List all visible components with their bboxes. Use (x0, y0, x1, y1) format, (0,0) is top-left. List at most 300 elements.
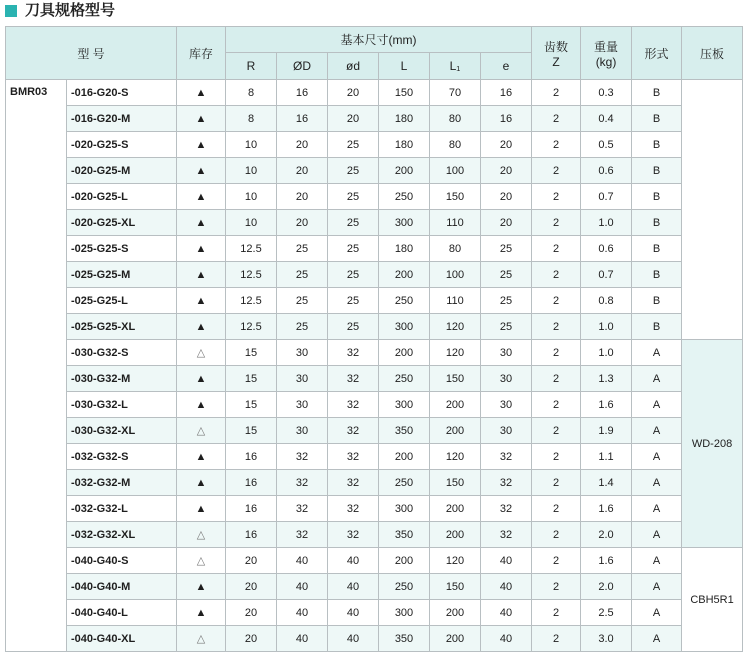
stock-filled-triangle-icon: ▲ (195, 476, 207, 489)
table-row (6, 444, 743, 470)
cell-form: A (632, 392, 682, 418)
cell-l: 250 (379, 574, 430, 600)
cell-id: 40 (328, 548, 379, 574)
cell-weight: 1.3 (581, 366, 632, 392)
cell-form: B (632, 236, 682, 262)
cell-stock (177, 106, 226, 132)
cell-id: 32 (328, 444, 379, 470)
cell-l1: 80 (430, 106, 481, 132)
cell-id: 20 (328, 106, 379, 132)
cell-form: A (632, 418, 682, 444)
cell-e: 30 (481, 366, 532, 392)
cell-r: 20 (226, 626, 277, 652)
header-weight (581, 27, 632, 80)
cell-form: A (632, 600, 682, 626)
cell-weight: 1.6 (581, 548, 632, 574)
table-row (6, 288, 743, 314)
cell-l1: 200 (430, 496, 481, 522)
stock-outline-triangle-icon: △ (196, 555, 206, 567)
cell-e: 40 (481, 548, 532, 574)
cell-l1: 100 (430, 158, 481, 184)
cell-e: 32 (481, 470, 532, 496)
table-row (6, 574, 743, 600)
cell-form: B (632, 184, 682, 210)
header-dim-r: R (226, 53, 277, 80)
cell-l1: 150 (430, 470, 481, 496)
header-dim-od: ØD (277, 53, 328, 80)
table-row (6, 470, 743, 496)
cell-model: -032-G32-M (67, 470, 177, 496)
stock-filled-triangle-icon: ▲ (195, 294, 207, 307)
cell-l1: 80 (430, 132, 481, 158)
stock-outline-triangle-icon: △ (196, 529, 206, 541)
cell-od: 40 (277, 574, 328, 600)
cell-e: 30 (481, 340, 532, 366)
stock-filled-triangle-icon: ▲ (195, 112, 207, 125)
stock-outline-triangle-icon: △ (196, 425, 206, 437)
cell-form: B (632, 106, 682, 132)
cell-stock (177, 366, 226, 392)
cell-l: 250 (379, 288, 430, 314)
stock-filled-triangle-icon: ▲ (195, 190, 207, 203)
header-model: 型 号 (6, 27, 177, 80)
cell-model: -030-G32-L (67, 392, 177, 418)
cell-r: 15 (226, 392, 277, 418)
cell-od: 32 (277, 470, 328, 496)
cell-e: 40 (481, 574, 532, 600)
header-dims-group: 基本尺寸(mm) (226, 27, 532, 53)
stock-filled-triangle-icon: ▲ (195, 606, 207, 619)
cell-stock (177, 470, 226, 496)
header-teeth (532, 27, 581, 80)
cell-teeth: 2 (532, 392, 581, 418)
cell-l1: 100 (430, 262, 481, 288)
cell-id: 25 (328, 262, 379, 288)
table-row (6, 132, 743, 158)
header-teeth-line2: Z (552, 54, 560, 69)
cell-od: 16 (277, 80, 328, 106)
cell-l1: 200 (430, 600, 481, 626)
cell-id: 32 (328, 366, 379, 392)
table-row (6, 392, 743, 418)
table-row (6, 184, 743, 210)
cell-stock (177, 626, 226, 652)
cell-id: 25 (328, 158, 379, 184)
cell-l: 200 (379, 444, 430, 470)
cell-model: -030-G32-S (67, 340, 177, 366)
cell-stock (177, 574, 226, 600)
cell-weight: 1.9 (581, 418, 632, 444)
cell-od: 30 (277, 392, 328, 418)
cell-form: B (632, 132, 682, 158)
cell-form: A (632, 470, 682, 496)
cell-weight: 0.6 (581, 158, 632, 184)
cell-plate: CBH5R1 (682, 548, 743, 652)
table-row (6, 496, 743, 522)
cell-id: 32 (328, 496, 379, 522)
cell-id: 40 (328, 600, 379, 626)
cell-teeth: 2 (532, 522, 581, 548)
table-row (6, 158, 743, 184)
cell-l: 180 (379, 236, 430, 262)
cell-stock (177, 548, 226, 574)
stock-filled-triangle-icon: ▲ (195, 372, 207, 385)
cell-r: 10 (226, 132, 277, 158)
table-header (6, 27, 743, 80)
cell-teeth: 2 (532, 366, 581, 392)
cell-teeth: 2 (532, 626, 581, 652)
stock-filled-triangle-icon: ▲ (195, 138, 207, 151)
cell-stock (177, 132, 226, 158)
cell-l1: 150 (430, 366, 481, 392)
cell-r: 16 (226, 496, 277, 522)
cell-od: 30 (277, 418, 328, 444)
cell-r: 15 (226, 366, 277, 392)
cell-e: 25 (481, 314, 532, 340)
cell-l: 300 (379, 496, 430, 522)
cell-form: B (632, 288, 682, 314)
header-stock: 库存 (177, 27, 226, 80)
table-row (6, 548, 743, 574)
cell-weight: 2.0 (581, 574, 632, 600)
stock-filled-triangle-icon: ▲ (195, 268, 207, 281)
cell-e: 16 (481, 106, 532, 132)
cell-stock (177, 600, 226, 626)
cell-l: 300 (379, 314, 430, 340)
cell-l1: 200 (430, 522, 481, 548)
cell-e: 25 (481, 236, 532, 262)
cell-l1: 120 (430, 548, 481, 574)
cell-r: 12.5 (226, 314, 277, 340)
cell-r: 10 (226, 184, 277, 210)
header-dim-l: L (379, 53, 430, 80)
cell-model: -032-G32-S (67, 444, 177, 470)
cell-form: A (632, 366, 682, 392)
cell-r: 15 (226, 340, 277, 366)
cell-l: 250 (379, 366, 430, 392)
header-teeth-line1: 齿数 (544, 39, 569, 54)
cell-plate: WD-208 (682, 340, 743, 548)
cell-stock (177, 314, 226, 340)
cell-r: 20 (226, 574, 277, 600)
cell-r: 10 (226, 158, 277, 184)
cell-teeth: 2 (532, 80, 581, 106)
cell-r: 16 (226, 444, 277, 470)
cell-form: B (632, 80, 682, 106)
table-row (6, 106, 743, 132)
cell-l1: 110 (430, 210, 481, 236)
cell-stock (177, 496, 226, 522)
stock-filled-triangle-icon: ▲ (195, 86, 207, 99)
cell-plate (682, 80, 743, 340)
spec-table (5, 26, 743, 652)
cell-teeth: 2 (532, 236, 581, 262)
cell-r: 8 (226, 106, 277, 132)
cell-od: 20 (277, 210, 328, 236)
stock-filled-triangle-icon: ▲ (195, 398, 207, 411)
cell-weight: 1.6 (581, 392, 632, 418)
cell-od: 20 (277, 184, 328, 210)
cell-l1: 80 (430, 236, 481, 262)
cell-e: 30 (481, 392, 532, 418)
cell-teeth: 2 (532, 470, 581, 496)
cell-id: 25 (328, 132, 379, 158)
cell-weight: 0.6 (581, 236, 632, 262)
cell-od: 32 (277, 522, 328, 548)
cell-stock (177, 522, 226, 548)
table-row (6, 262, 743, 288)
cell-form: A (632, 496, 682, 522)
cell-id: 25 (328, 236, 379, 262)
cell-stock (177, 158, 226, 184)
cell-od: 25 (277, 288, 328, 314)
cell-form: B (632, 210, 682, 236)
cell-l: 250 (379, 184, 430, 210)
cell-l: 200 (379, 158, 430, 184)
cell-l1: 120 (430, 444, 481, 470)
cell-l1: 200 (430, 418, 481, 444)
cell-form: B (632, 158, 682, 184)
cell-model: -032-G32-XL (67, 522, 177, 548)
cell-form: A (632, 626, 682, 652)
cell-model: -040-G40-M (67, 574, 177, 600)
cell-stock (177, 80, 226, 106)
cell-teeth: 2 (532, 262, 581, 288)
table-row (6, 340, 743, 366)
cell-weight: 0.7 (581, 184, 632, 210)
cell-e: 32 (481, 496, 532, 522)
cell-stock (177, 184, 226, 210)
cell-l1: 110 (430, 288, 481, 314)
cell-od: 32 (277, 444, 328, 470)
cell-e: 32 (481, 444, 532, 470)
table-row (6, 80, 743, 106)
cell-model: -016-G20-M (67, 106, 177, 132)
table-row (6, 366, 743, 392)
page-title: 刀具规格型号 (25, 2, 116, 19)
cell-od: 16 (277, 106, 328, 132)
cell-l: 200 (379, 262, 430, 288)
cell-teeth: 2 (532, 496, 581, 522)
cell-l: 150 (379, 80, 430, 106)
stock-filled-triangle-icon: ▲ (195, 502, 207, 515)
cell-weight: 3.0 (581, 626, 632, 652)
cell-r: 12.5 (226, 236, 277, 262)
cell-e: 20 (481, 158, 532, 184)
cell-stock (177, 262, 226, 288)
cell-stock (177, 444, 226, 470)
cell-od: 40 (277, 600, 328, 626)
cell-e: 40 (481, 626, 532, 652)
cell-weight: 1.0 (581, 210, 632, 236)
cell-teeth: 2 (532, 210, 581, 236)
cell-model: -030-G32-XL (67, 418, 177, 444)
cell-l: 300 (379, 600, 430, 626)
table-row (6, 236, 743, 262)
cell-form: A (632, 522, 682, 548)
cell-od: 25 (277, 314, 328, 340)
cell-model: -020-G25-L (67, 184, 177, 210)
cell-l1: 120 (430, 314, 481, 340)
cell-stock (177, 340, 226, 366)
cell-weight: 0.8 (581, 288, 632, 314)
cell-id: 20 (328, 80, 379, 106)
cell-form: A (632, 340, 682, 366)
cell-r: 10 (226, 210, 277, 236)
cell-r: 8 (226, 80, 277, 106)
cell-e: 30 (481, 418, 532, 444)
cell-weight: 0.4 (581, 106, 632, 132)
table-row (6, 314, 743, 340)
cell-model: -030-G32-M (67, 366, 177, 392)
cell-od: 20 (277, 132, 328, 158)
cell-r: 16 (226, 522, 277, 548)
header-dim-e: e (481, 53, 532, 80)
cell-l: 200 (379, 340, 430, 366)
header-dim-id: ød (328, 53, 379, 80)
cell-teeth: 2 (532, 548, 581, 574)
cell-teeth: 2 (532, 288, 581, 314)
cell-l: 350 (379, 418, 430, 444)
cell-od: 20 (277, 158, 328, 184)
cell-e: 32 (481, 522, 532, 548)
cell-weight: 0.3 (581, 80, 632, 106)
cell-model: -025-G25-L (67, 288, 177, 314)
stock-filled-triangle-icon: ▲ (195, 320, 207, 333)
header-dim-l1: L₁ (430, 53, 481, 80)
cell-model: -020-G25-M (67, 158, 177, 184)
cell-form: A (632, 444, 682, 470)
cell-l1: 200 (430, 392, 481, 418)
cell-e: 20 (481, 210, 532, 236)
cell-model: -040-G40-XL (67, 626, 177, 652)
cell-l1: 70 (430, 80, 481, 106)
cell-id: 40 (328, 626, 379, 652)
cell-l: 300 (379, 392, 430, 418)
cell-od: 30 (277, 340, 328, 366)
cell-model: -025-G25-M (67, 262, 177, 288)
cell-od: 25 (277, 236, 328, 262)
cell-model: -020-G25-S (67, 132, 177, 158)
cell-form: A (632, 574, 682, 600)
cell-model: -032-G32-L (67, 496, 177, 522)
cell-od: 32 (277, 496, 328, 522)
cell-e: 16 (481, 80, 532, 106)
header-weight-line2: (kg) (595, 54, 617, 69)
cell-teeth: 2 (532, 132, 581, 158)
cell-od: 40 (277, 548, 328, 574)
cell-weight: 2.5 (581, 600, 632, 626)
stock-filled-triangle-icon: ▲ (195, 164, 207, 177)
cell-od: 30 (277, 366, 328, 392)
cell-teeth: 2 (532, 600, 581, 626)
stock-filled-triangle-icon: ▲ (195, 216, 207, 229)
cell-l1: 200 (430, 626, 481, 652)
cell-teeth: 2 (532, 106, 581, 132)
cell-model: -040-G40-L (67, 600, 177, 626)
cell-id: 32 (328, 522, 379, 548)
cell-weight: 1.4 (581, 470, 632, 496)
stock-outline-triangle-icon: △ (196, 347, 206, 359)
cell-r: 12.5 (226, 288, 277, 314)
cell-form: B (632, 262, 682, 288)
cell-teeth: 2 (532, 314, 581, 340)
cell-teeth: 2 (532, 184, 581, 210)
cell-l: 350 (379, 626, 430, 652)
cell-l: 180 (379, 132, 430, 158)
cell-stock (177, 418, 226, 444)
stock-filled-triangle-icon: ▲ (195, 450, 207, 463)
cell-l1: 120 (430, 340, 481, 366)
cell-teeth: 2 (532, 574, 581, 600)
cell-form: B (632, 314, 682, 340)
table-row (6, 626, 743, 652)
cell-e: 25 (481, 262, 532, 288)
cell-weight: 1.0 (581, 314, 632, 340)
cell-r: 16 (226, 470, 277, 496)
cell-model: -025-G25-S (67, 236, 177, 262)
cell-id: 32 (328, 470, 379, 496)
cell-teeth: 2 (532, 158, 581, 184)
cell-stock (177, 288, 226, 314)
table-row (6, 600, 743, 626)
cell-weight: 1.6 (581, 496, 632, 522)
cell-r: 15 (226, 418, 277, 444)
cell-weight: 1.0 (581, 340, 632, 366)
cell-l: 180 (379, 106, 430, 132)
cell-model: -025-G25-XL (67, 314, 177, 340)
cell-e: 20 (481, 184, 532, 210)
table-row (6, 210, 743, 236)
title-marker-icon (5, 5, 17, 17)
series-label: BMR03 (6, 80, 67, 652)
cell-weight: 2.0 (581, 522, 632, 548)
cell-stock (177, 392, 226, 418)
table-row (6, 418, 743, 444)
cell-id: 32 (328, 340, 379, 366)
cell-e: 25 (481, 288, 532, 314)
cell-r: 20 (226, 548, 277, 574)
cell-teeth: 2 (532, 418, 581, 444)
cell-weight: 1.1 (581, 444, 632, 470)
header-weight-line1: 重量 (594, 39, 619, 54)
cell-l1: 150 (430, 574, 481, 600)
cell-id: 32 (328, 392, 379, 418)
cell-od: 40 (277, 626, 328, 652)
cell-l: 350 (379, 522, 430, 548)
stock-outline-triangle-icon: △ (196, 633, 206, 645)
cell-stock (177, 210, 226, 236)
cell-e: 40 (481, 600, 532, 626)
stock-filled-triangle-icon: ▲ (195, 580, 207, 593)
cell-weight: 0.7 (581, 262, 632, 288)
cell-r: 20 (226, 600, 277, 626)
cell-l: 300 (379, 210, 430, 236)
table-body (6, 80, 743, 652)
header-plate: 压板 (682, 27, 743, 80)
cell-model: -016-G20-S (67, 80, 177, 106)
cell-id: 25 (328, 288, 379, 314)
title-bar (0, 0, 745, 24)
cell-r: 12.5 (226, 262, 277, 288)
table-row (6, 522, 743, 548)
cell-weight: 0.5 (581, 132, 632, 158)
cell-id: 32 (328, 418, 379, 444)
cell-model: -020-G25-XL (67, 210, 177, 236)
cell-teeth: 2 (532, 340, 581, 366)
cell-l: 200 (379, 548, 430, 574)
cell-stock (177, 236, 226, 262)
